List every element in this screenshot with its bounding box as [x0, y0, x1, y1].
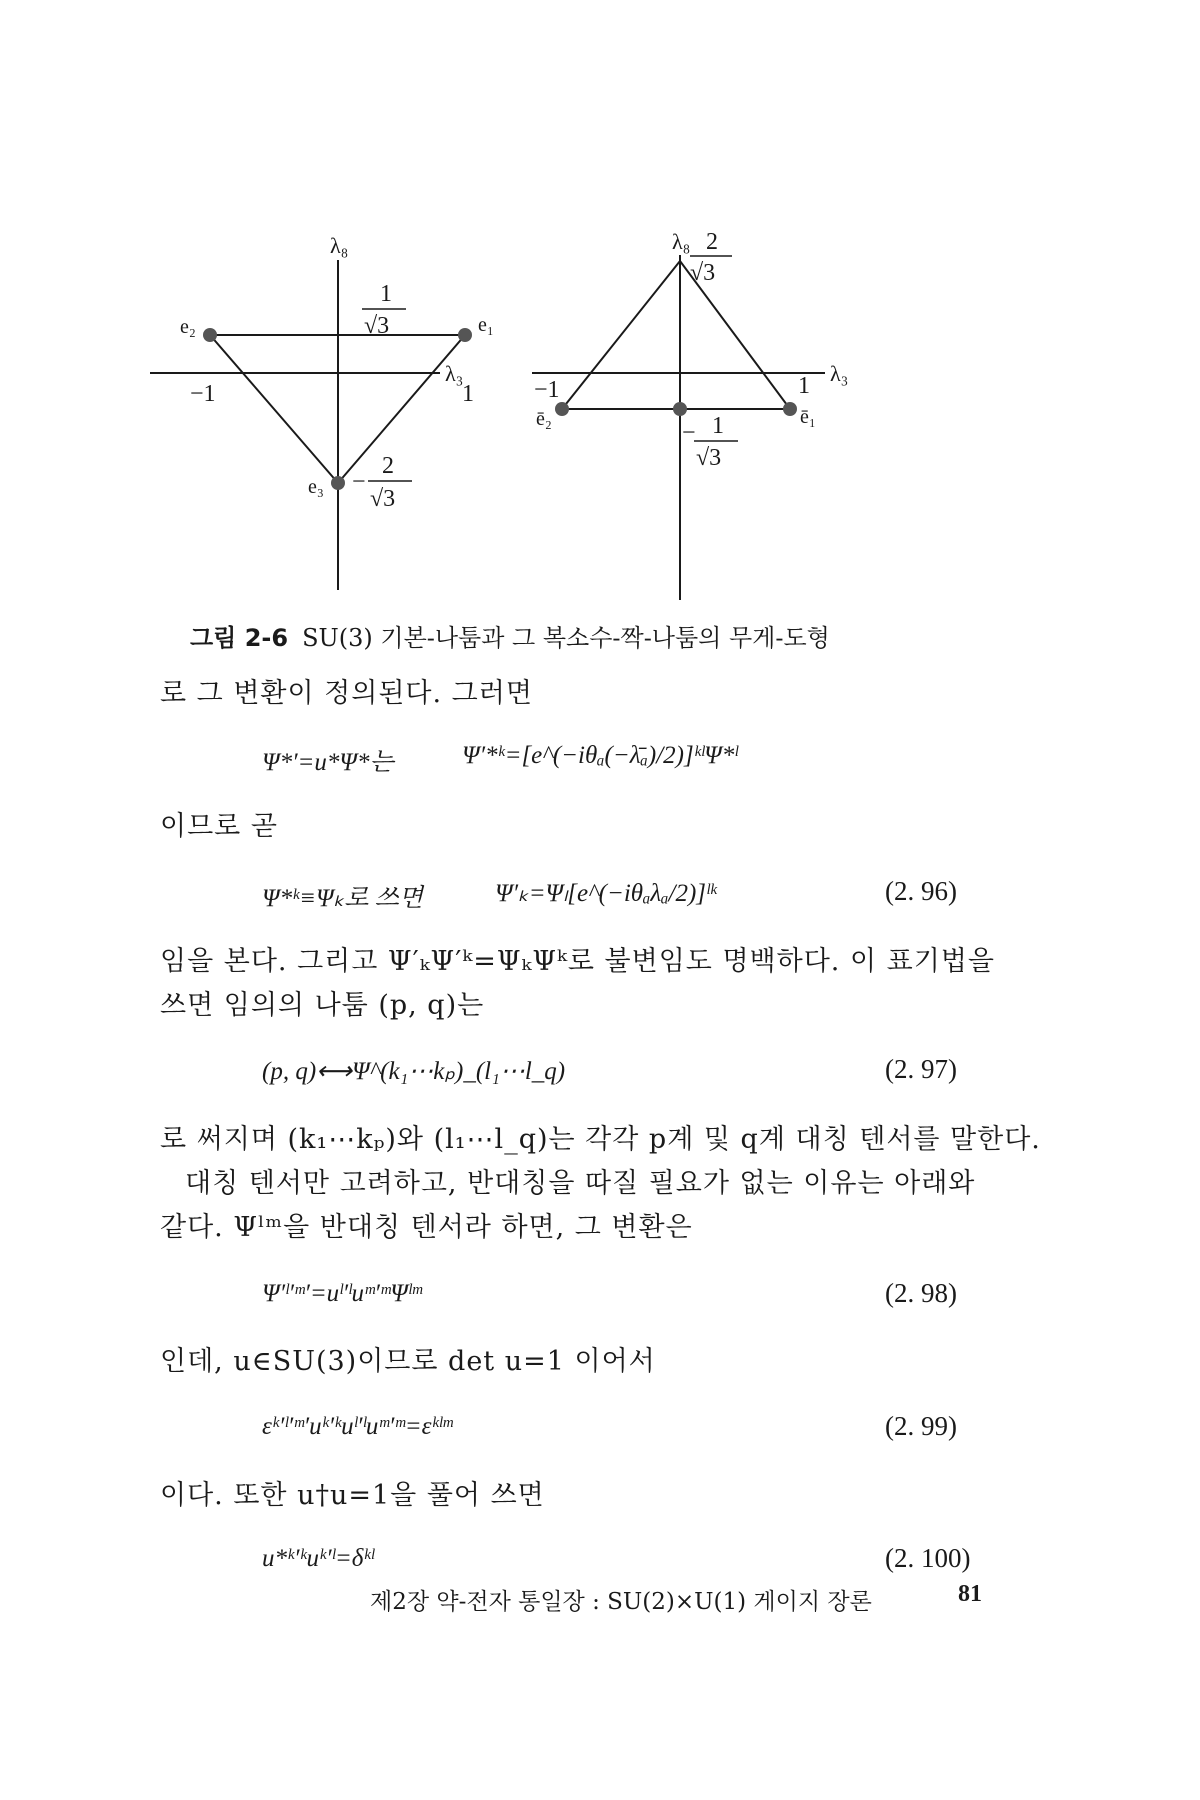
- left-frac-top-num: 1: [380, 281, 392, 307]
- left-point-e1: [458, 328, 472, 342]
- right-frac-bot-num: 1: [712, 413, 724, 439]
- equation-number-2-100: (2. 100): [885, 1543, 971, 1573]
- left-frac-bot-den: √3: [370, 486, 396, 512]
- paragraph-1: 로 그 변환이 정의된다. 그러면: [160, 678, 533, 709]
- paragraph-2: 이므로 곧: [160, 811, 278, 842]
- paragraph-4-line-3: 같다. Ψˡᵐ을 반대칭 텐서라 하면, 그 변환은: [160, 1212, 693, 1243]
- right-frac-top-num: 2: [706, 229, 718, 255]
- equation-2b: Ψ′ₖ=Ψₗ[e^(−iθₐλₐ/2)]ˡᵏ: [495, 880, 717, 907]
- equation-5: εᵏ′ˡ′ᵐ′uᵏ′ᵏuˡ′ˡuᵐ′ᵐ=εᵏˡᵐ: [262, 1413, 453, 1440]
- running-head: 제2장 약-전자 통일장 : SU(2)×U(1) 게이지 장론: [370, 1589, 872, 1615]
- equation-number-2-99: (2. 99): [885, 1411, 957, 1441]
- paragraph-5: 인데, u∈SU(3)이므로 det u=1 이어서: [160, 1346, 656, 1377]
- right-point-e1bar: [783, 402, 797, 416]
- left-label-e3: e₃: [308, 476, 324, 498]
- paragraph-3-line-2: 쓰면 임의의 나툼 (p, q)는: [160, 990, 485, 1021]
- right-point-center: [673, 402, 687, 416]
- equation-4: Ψ′ˡ′ᵐ′=uˡ′ˡuᵐ′ᵐΨˡᵐ: [262, 1280, 422, 1307]
- left-label-e2: e₂: [180, 316, 196, 338]
- right-axis-v-label: λ₈: [672, 229, 691, 254]
- paragraph-4-line-1: 로 써지며 (k₁⋯kₚ)와 (l₁⋯l_q)는 각각 p계 및 q계 대칭 텐서를 말한다.: [160, 1124, 1041, 1155]
- left-point-e2: [203, 328, 217, 342]
- left-tick-pos: 1: [462, 381, 474, 407]
- right-point-e2bar: [555, 402, 569, 416]
- right-frac-top-den: √3: [690, 260, 716, 286]
- equation-6: u*ᵏ′ᵏuᵏ′ˡ=δᵏˡ: [262, 1545, 374, 1572]
- left-diagram: [150, 233, 494, 590]
- right-triangle: [562, 261, 790, 409]
- figure-caption: [190, 618, 830, 653]
- right-tick-neg: −1: [534, 377, 560, 403]
- right-tick-pos: 1: [798, 373, 810, 399]
- equation-1a: Ψ*′=u*Ψ*는: [262, 749, 394, 776]
- weight-diagram-figure: [150, 225, 1050, 615]
- left-axis-h-label: λ₃: [445, 361, 464, 386]
- equation-number-2-97: (2. 97): [885, 1054, 957, 1084]
- left-frac-bot-num: 2: [382, 453, 394, 479]
- right-frac-bot-den: √3: [696, 445, 722, 471]
- left-tick-neg: −1: [190, 381, 216, 407]
- equation-3: (p, q)⟷Ψ^(k₁⋯kₚ)_(l₁⋯l_q): [262, 1058, 566, 1085]
- paragraph-4-line-2: 대칭 텐서만 고려하고, 반대칭을 따질 필요가 없는 이유는 아래와: [185, 1168, 976, 1199]
- equation-2a: Ψ*ᵏ≡Ψₖ로 쓰면: [262, 885, 423, 912]
- left-frac-top-den: √3: [364, 313, 390, 339]
- left-minus-sign: −: [352, 469, 366, 495]
- right-label-e2bar: ē₂: [536, 408, 552, 430]
- page-number: 81: [958, 1581, 982, 1607]
- right-label-e1bar: ē₁: [800, 406, 816, 428]
- equation-number-2-98: (2. 98): [885, 1278, 957, 1308]
- left-point-e3: [331, 476, 345, 490]
- right-axis-h-label: λ₃: [830, 361, 849, 386]
- paragraph-3-line-1: 임을 본다. 그리고 Ψ′ₖΨ′ᵏ=ΨₖΨᵏ로 불변임도 명백하다. 이 표기법을: [160, 946, 995, 977]
- caption-text: SU(3) 기본-나툼과 그 복소수-짝-나툼의 무게-도형: [302, 624, 830, 652]
- right-minus-sign: −: [682, 420, 696, 446]
- equation-number-2-96: (2. 96): [885, 876, 957, 906]
- paragraph-6: 이다. 또한 u†u=1을 풀어 쓰면: [160, 1480, 545, 1511]
- caption-label: 그림 2-6: [190, 624, 289, 652]
- right-diagram: [532, 229, 848, 600]
- left-axis-v-label: λ₈: [330, 233, 349, 258]
- equation-1b: Ψ′*ᵏ=[e^(−iθₐ(−λ̄ₐ)/2)]ᵏˡΨ*ˡ: [462, 742, 738, 769]
- weight-diagram-svg: [150, 225, 1050, 615]
- left-label-e1: e₁: [478, 314, 494, 336]
